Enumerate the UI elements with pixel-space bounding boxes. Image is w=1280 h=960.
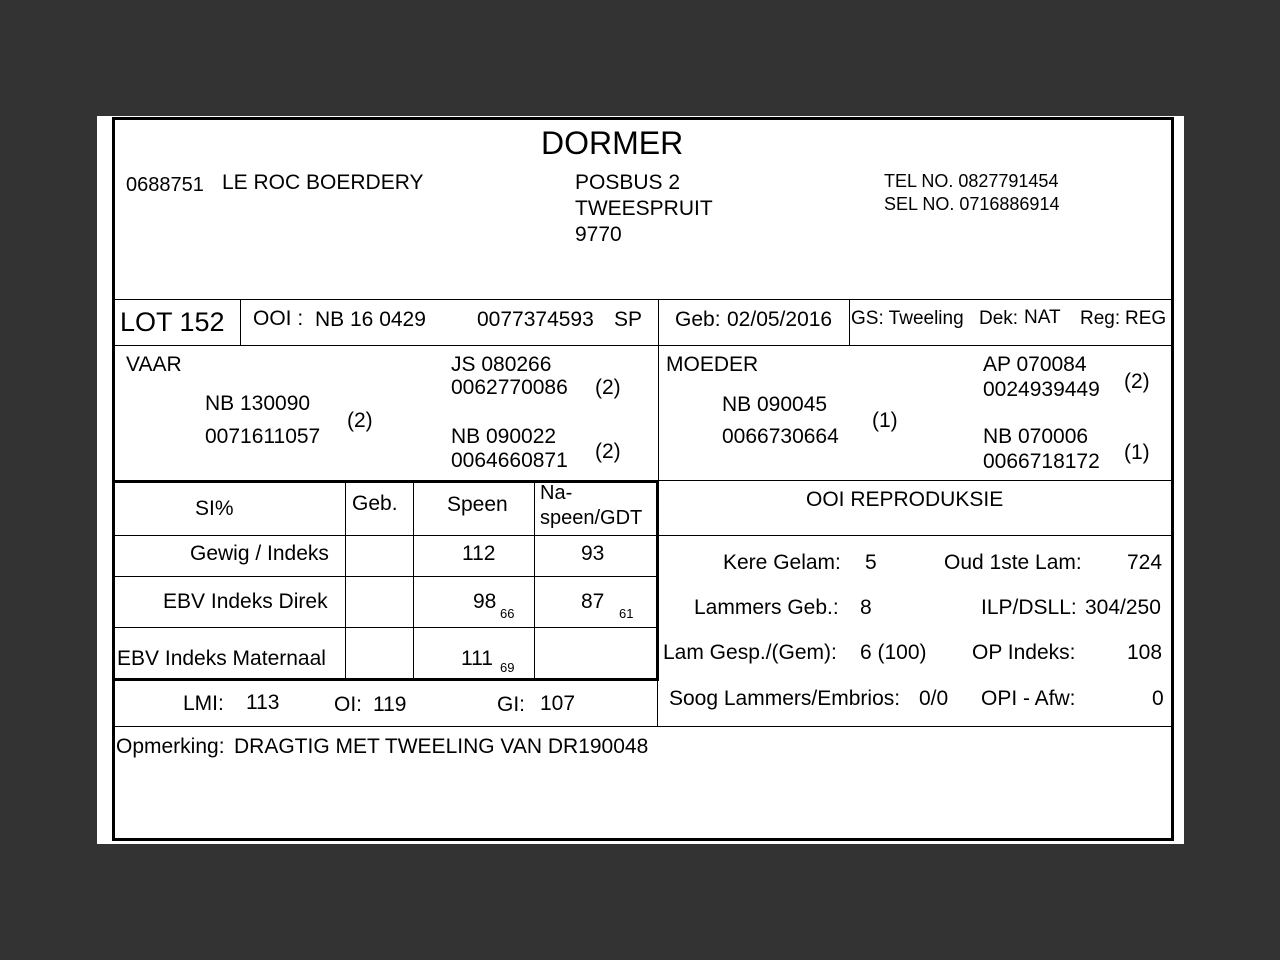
oi-label: OI:: [334, 693, 363, 716]
address-line-3: 9770: [575, 223, 622, 246]
moeder-label: MOEDER: [666, 353, 759, 376]
speen-gdt-header: speen/GDT: [540, 507, 643, 529]
soog-lammers-value: 0/0: [919, 687, 949, 710]
lammers-geb-label: Lammers Geb.:: [694, 596, 839, 619]
row-gewig-label: Gewig / Indeks: [190, 542, 329, 565]
vaar-dam-id: NB 090022: [451, 425, 557, 448]
lot-label: LOT 152: [120, 307, 225, 337]
birth-date: 02/05/2016: [727, 308, 833, 331]
breed-title: DORMER: [541, 125, 684, 161]
si-header: SI%: [195, 497, 234, 520]
moeder-count: (1): [872, 409, 898, 432]
row-gewig-speen: 112: [462, 542, 496, 565]
birth-date-label: Geb:: [675, 308, 721, 331]
kere-gelam-value: 5: [865, 551, 877, 574]
moeder-sire-id: AP 070084: [983, 353, 1087, 376]
vaar-sire-id: JS 080266: [451, 353, 552, 376]
soog-lammers-label: Soog Lammers/Embrios:: [669, 687, 901, 710]
sp-flag: SP: [614, 308, 643, 331]
geb-header: Geb.: [352, 492, 398, 515]
gi-label: GI:: [497, 693, 526, 716]
tel-number: TEL NO. 0827791454: [884, 171, 1059, 191]
ooi-reg-number: 0077374593: [477, 308, 594, 331]
lam-gesp-value: 6 (100): [860, 641, 927, 664]
address-line-2: TWEESPRUIT: [575, 197, 713, 220]
row-direk-label: EBV Indeks Direk: [163, 590, 328, 613]
row-direk-speen-accuracy: 66: [500, 606, 515, 621]
kere-gelam-label: Kere Gelam:: [723, 551, 841, 574]
row-direk-speen: 98: [473, 590, 497, 613]
lam-gesp-label: Lam Gesp./(Gem):: [663, 641, 837, 664]
vaar-dam-reg: 0064660871: [451, 449, 568, 472]
dek-value: NAT: [1024, 307, 1061, 328]
gi-value: 107: [540, 692, 576, 715]
row-maternaal-label: EBV Indeks Maternaal: [117, 647, 326, 670]
lmi-value: 113: [246, 691, 280, 714]
oi-value: 119: [373, 693, 407, 716]
ilp-dsll-value: 304/250: [1085, 596, 1161, 619]
op-indeks-value: 108: [1127, 641, 1163, 664]
vaar-reg: 0071611057: [205, 425, 321, 448]
row-maternaal-speen: 111: [461, 647, 493, 670]
ilp-dsll-label: ILP/DSLL:: [981, 596, 1077, 619]
moeder-id: NB 090045: [722, 393, 828, 416]
remark-label: Opmerking:: [116, 735, 225, 758]
owner-id: 0688751: [126, 174, 204, 196]
address-line-1: POSBUS 2: [575, 171, 681, 194]
moeder-sire-count: (2): [1124, 370, 1150, 393]
remark-text: DRAGTIG MET TWEELING VAN DR190048: [234, 735, 649, 758]
sel-number: SEL NO. 0716886914: [884, 194, 1060, 214]
ooi-label: OOI :: [253, 307, 304, 330]
oud-1ste-lam-label: Oud 1ste Lam:: [944, 551, 1082, 574]
reg-value: REG: [1125, 308, 1167, 329]
dek-label: Dek:: [979, 308, 1019, 329]
reproduction-title: OOI REPRODUKSIE: [806, 488, 1004, 511]
vaar-sire-reg: 0062770086: [451, 376, 568, 399]
vaar-dam-count: (2): [595, 440, 621, 463]
row-direk-na: 87: [581, 590, 605, 613]
op-indeks-label: OP Indeks:: [972, 641, 1076, 664]
lmi-label: LMI:: [183, 692, 224, 715]
vaar-label: VAAR: [126, 353, 182, 376]
ooi-id: NB 16 0429: [315, 308, 426, 331]
moeder-reg: 0066730664: [722, 425, 839, 448]
vaar-count: (2): [347, 409, 373, 432]
birth-status: GS: Tweeling: [851, 308, 964, 329]
moeder-dam-count: (1): [1124, 441, 1150, 464]
opi-afw-label: OPI - Afw:: [981, 687, 1076, 710]
moeder-dam-id: NB 070006: [983, 425, 1089, 448]
opi-afw-value: 0: [1152, 687, 1164, 710]
moeder-dam-reg: 0066718172: [983, 450, 1100, 473]
row-gewig-na: 93: [581, 542, 605, 565]
oud-1ste-lam-value: 724: [1127, 551, 1163, 574]
vaar-sire-count: (2): [595, 376, 621, 399]
speen-header: Speen: [447, 493, 508, 516]
na-header: Na-: [540, 482, 573, 504]
row-maternaal-speen-accuracy: 69: [500, 660, 515, 675]
vaar-id: NB 130090: [205, 392, 311, 415]
moeder-sire-reg: 0024939449: [983, 378, 1100, 401]
row-direk-na-accuracy: 61: [619, 606, 634, 621]
owner-name: LE ROC BOERDERY: [222, 171, 424, 194]
lammers-geb-value: 8: [860, 596, 872, 619]
reg-label: Reg:: [1080, 308, 1121, 329]
